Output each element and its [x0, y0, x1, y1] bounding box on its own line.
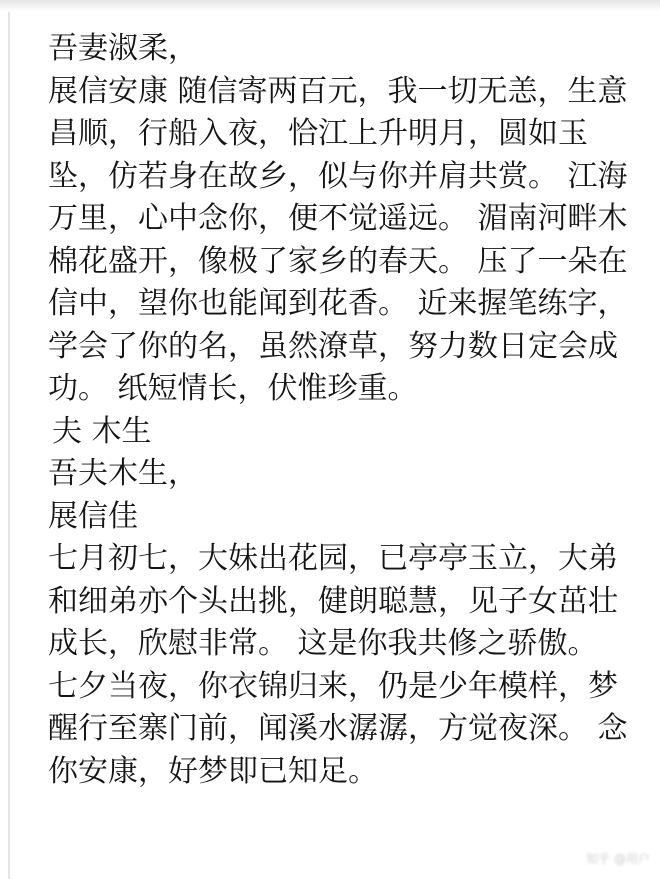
letter-line: 信中，望你也能闻到花香。 近来握笔练字， — [48, 286, 628, 321]
letter-line: 和细弟亦个头出挑，健朗聪慧，见子女茁壮 — [48, 583, 618, 619]
page-fold-line — [8, 12, 10, 879]
letter-line: 功。 纸短情长，伏惟珍重。 — [48, 371, 418, 406]
letter-line: 七夕当夜，你衣锦归来，仍是少年模样，梦 — [48, 668, 618, 704]
letter-line: 七月初七，大妹出花园，已亭亭玉立，大弟 — [48, 541, 618, 576]
letter-line: 万里，心中念你，便不觉遥远。 湄南河畔木 — [48, 201, 628, 236]
letter-line: 吾夫木生， — [48, 456, 198, 491]
letter-line: 醒行至寨门前，闻溪水潺潺，方觉夜深。 念 — [48, 711, 628, 746]
letter-line: 棉花盛开，像极了家乡的春天。 压了一朵在 — [48, 243, 628, 279]
signature-line: 夫 木生 — [52, 413, 152, 449]
letter-line: 坠，仿若身在故乡，似与你并肩共赏。 江海 — [48, 158, 628, 194]
letter-line: 吾妻淑柔， — [48, 31, 198, 66]
letter-line: 你安康，好梦即已知足。 — [48, 753, 378, 789]
letter-line: 学会了你的名，虽然潦草，努力数日定会成 — [48, 328, 618, 364]
letter-body — [48, 28, 652, 793]
top-edge-strip — [0, 0, 660, 12]
letter-line: 展信佳 — [48, 498, 138, 534]
letter-line: 成长，欣慰非常。 这是你我共修之骄傲。 — [48, 626, 598, 661]
watermark: 知乎 @用户 — [586, 852, 650, 866]
letter-line: 昌顺，行船入夜，恰江上升明月，圆如玉 — [48, 116, 588, 151]
letter-line: 展信安康 随信寄两百元，我一切无恙，生意 — [48, 73, 628, 109]
